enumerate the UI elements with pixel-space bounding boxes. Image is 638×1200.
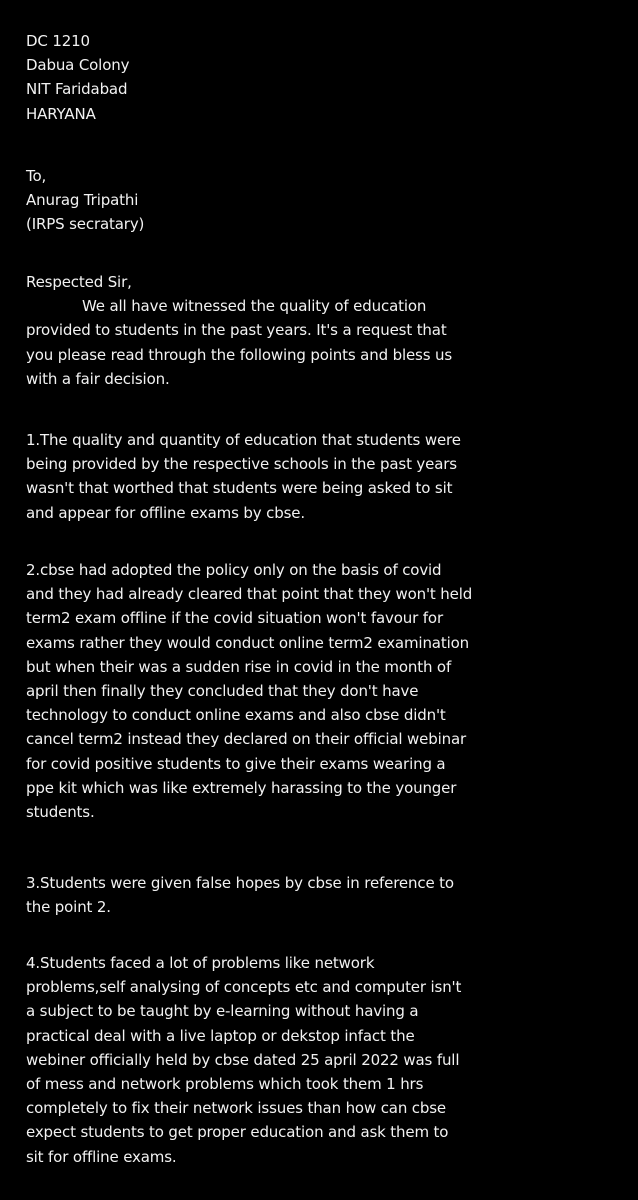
point-line: the point 2. — [26, 898, 111, 917]
intro-line: with a fair decision. — [26, 369, 170, 388]
point-line: for covid positive students to give their exams wearing a — [26, 754, 446, 773]
point-line: 4.Students faced a lot of problems like network — [26, 954, 375, 972]
point-line: completely to fix their network issues than how can cbse — [26, 1099, 447, 1118]
point-line: 2.cbse had adopted the policy only on the basis of covid — [26, 561, 442, 579]
point-line: technology to conduct online exams and also cbse didn't — [26, 706, 446, 725]
sender-address — [26, 29, 638, 126]
point-line: ppe kit which was like extremely harassing to the younger — [26, 778, 457, 797]
point-3 — [26, 871, 638, 919]
intro-line: We all have witnessed the quality of education — [82, 297, 427, 316]
address-line: HARYANA — [26, 104, 96, 123]
point-line: practical deal with a live laptop or dekstop infact the — [26, 1026, 415, 1045]
recipient-line: (IRPS secratary) — [26, 215, 145, 234]
point-line: april then finally they concluded that they don't have — [26, 682, 419, 701]
point-line: students. — [26, 803, 95, 822]
intro-paragraph — [26, 270, 638, 391]
point-1 — [26, 428, 638, 525]
address-line: Dabua Colony — [26, 56, 130, 75]
recipient-line: To, — [26, 167, 47, 185]
point-line: term2 exam offline if the covid situation won't favour for — [26, 609, 443, 628]
address-line: DC 1210 — [26, 32, 90, 50]
point-line: sit for offline exams. — [26, 1147, 177, 1166]
point-line: wasn't that worthed that students were being asked to sit — [26, 479, 453, 498]
point-line: problems,self analysing of concepts etc and computer isn't — [26, 978, 462, 997]
point-line: exams rather they would conduct online term2 examination — [26, 633, 469, 652]
point-line: 1.The quality and quantity of education that students were — [26, 431, 461, 449]
point-line: but when their was a sudden rise in covid in the month of — [26, 657, 452, 676]
point-line: expect students to get proper education and ask them to — [26, 1123, 449, 1142]
intro-line: you please read through the following points and bless us — [26, 345, 453, 364]
recipient-block — [26, 164, 638, 237]
point-2 — [26, 558, 638, 824]
intro-line: provided to students in the past years. It's a request that — [26, 321, 447, 340]
address-line: NIT Faridabad — [26, 80, 128, 99]
point-line: webiner officially held by cbse dated 25 april 2022 was full — [26, 1050, 460, 1069]
recipient-line: Anurag Tripathi — [26, 191, 139, 210]
point-line: being provided by the respective schools in the past years — [26, 455, 457, 474]
point-line: and appear for offline exams by cbse. — [26, 503, 305, 522]
point-line: of mess and network problems which took them 1 hrs — [26, 1075, 424, 1094]
salutation: Respected Sir, — [26, 273, 132, 291]
point-line: a subject to be taught by e-learning without having a — [26, 1002, 419, 1021]
point-4 — [26, 951, 638, 1169]
point-line: and they had already cleared that point that they won't held — [26, 585, 473, 604]
point-line: cancel term2 instead they declared on their official webinar — [26, 730, 467, 749]
point-line: 3.Students were given false hopes by cbse in reference to — [26, 874, 454, 892]
